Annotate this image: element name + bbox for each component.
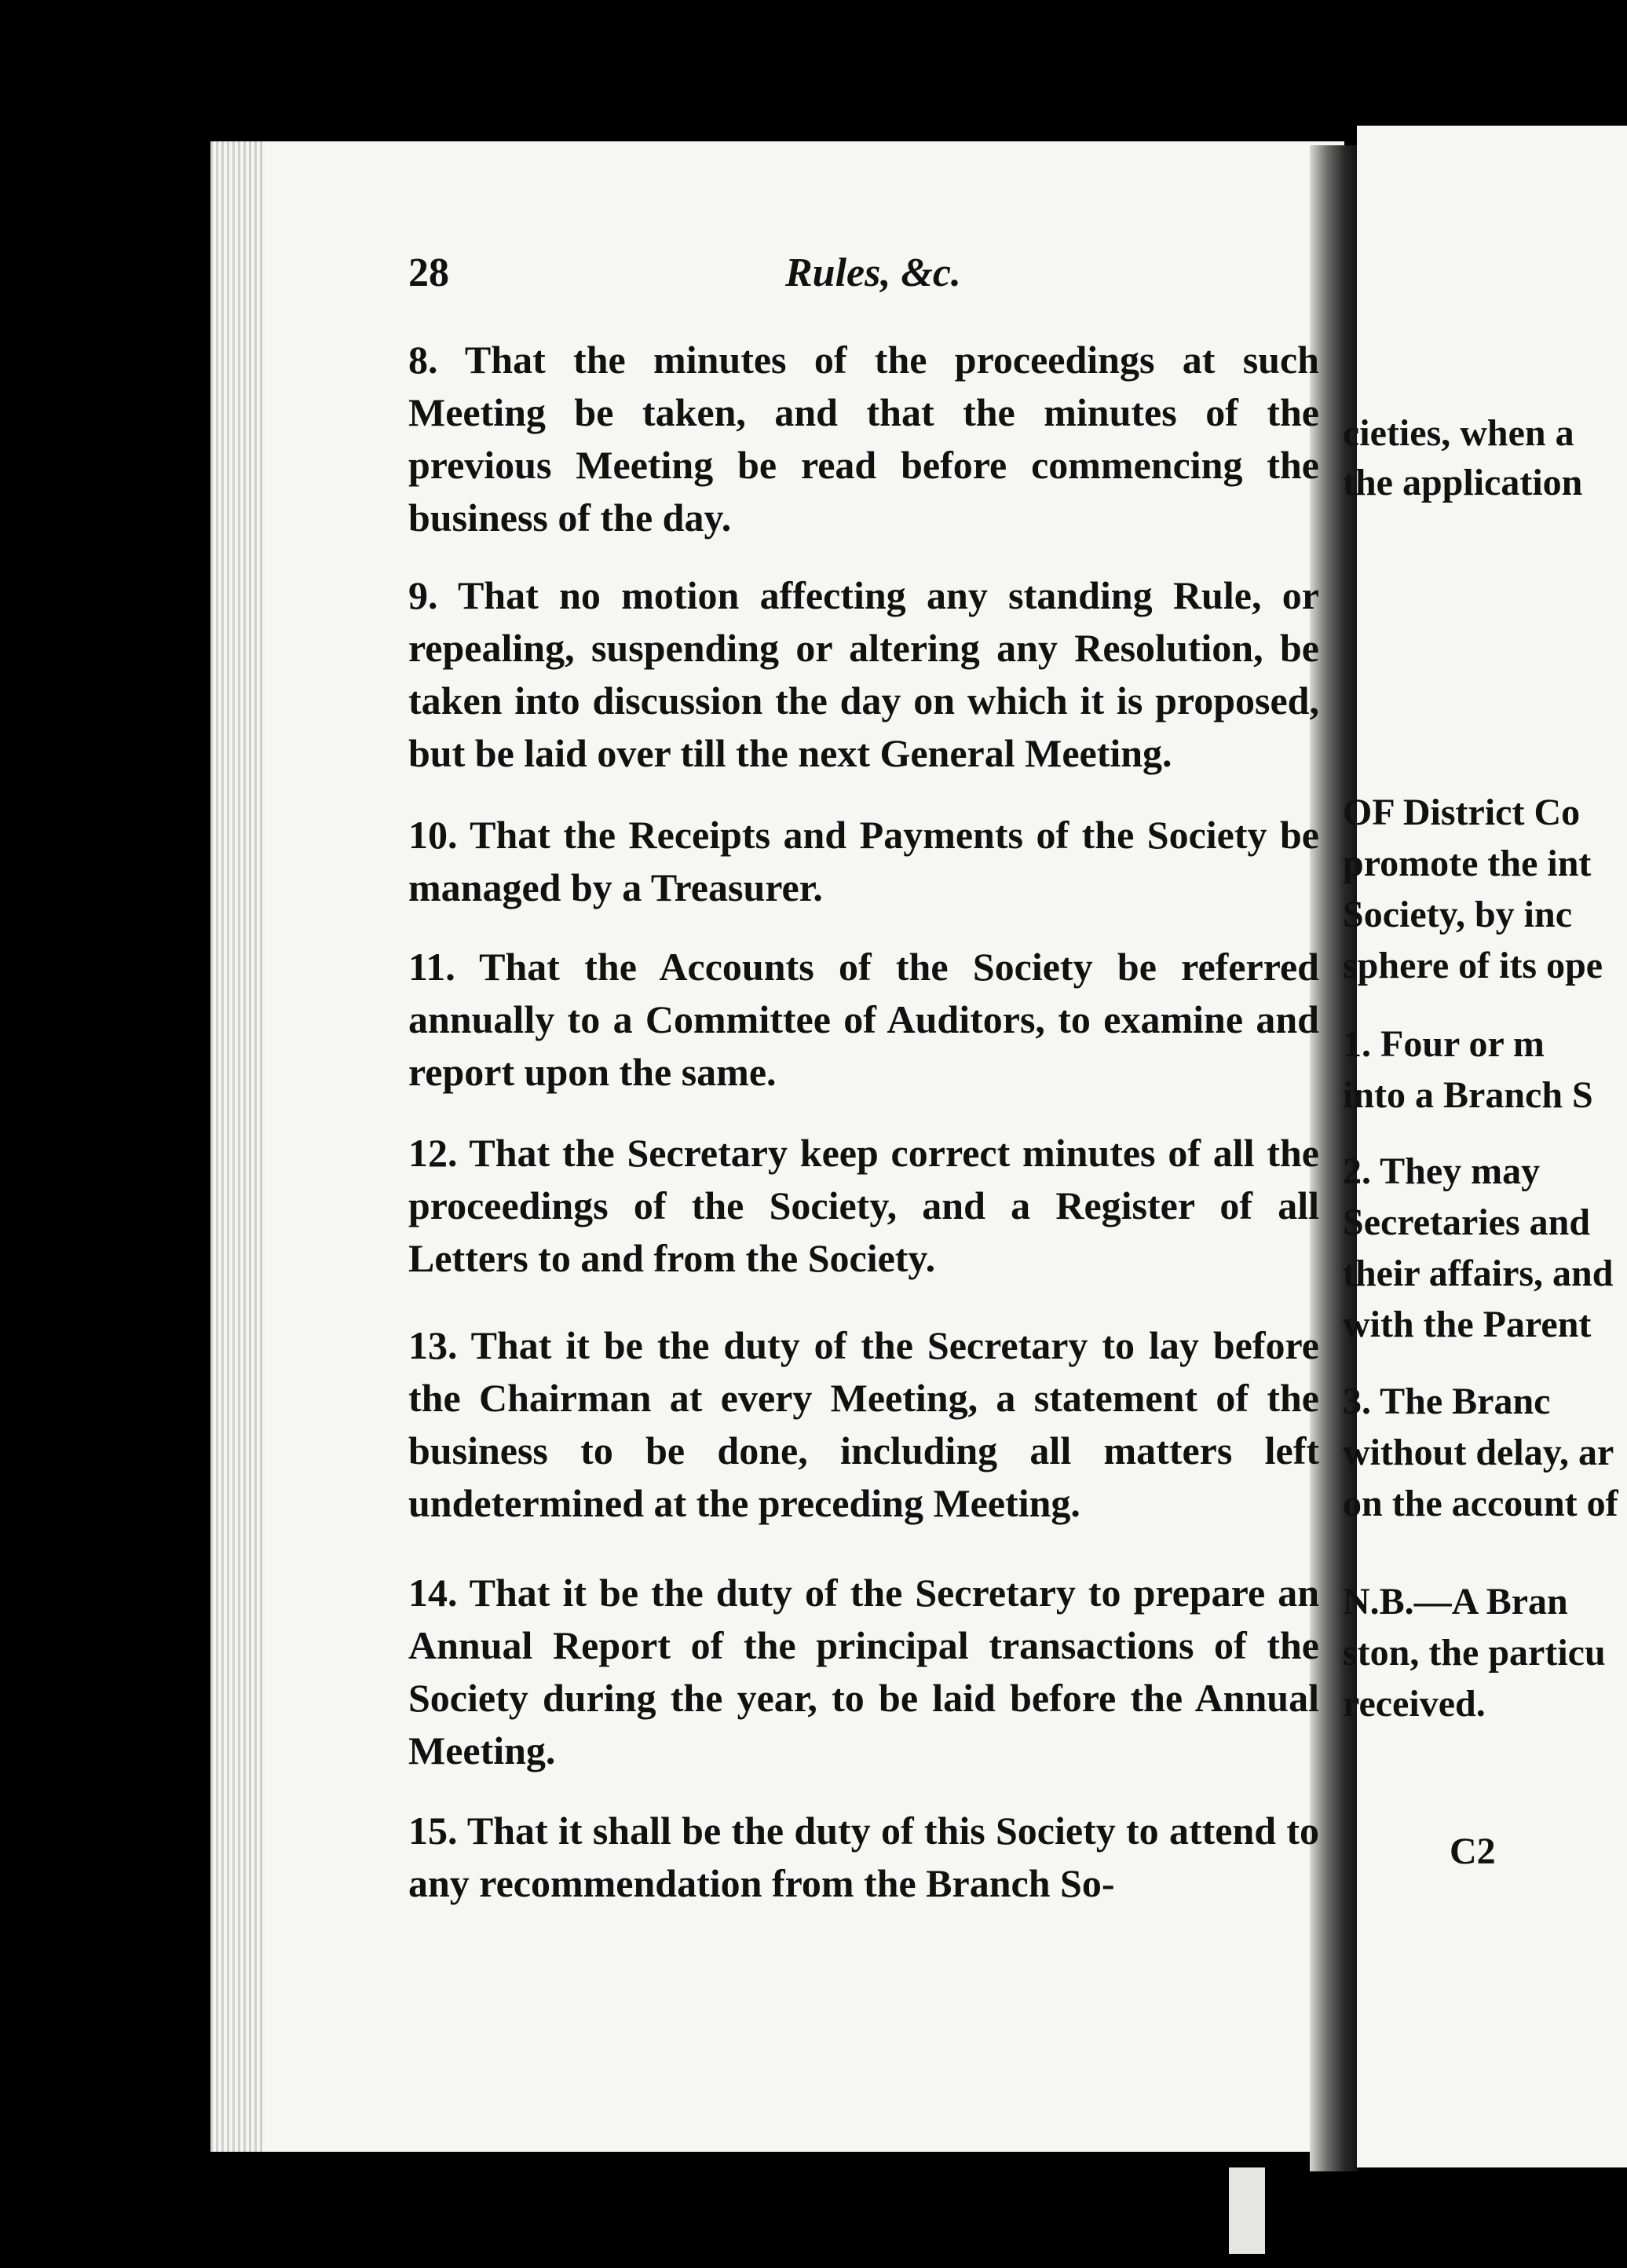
right-line: 1. Four or m [1343, 1023, 1545, 1065]
rule-10: 10. That the Receipts and Payments of the Society be managed by a Treasurer. [408, 813, 1319, 909]
rule-11: 11. That the Accounts of the Society be referred annually to a Committee of Auditors, to examine and report upon the same. [408, 945, 1319, 1094]
page-number: 28 [408, 251, 449, 295]
rule-12: 12. That the Secretary keep correct minutes of all the proceedings of the Society, and a Register of all Letters to and from the Society. [408, 1131, 1319, 1280]
right-line: sphere of its ope [1343, 945, 1603, 986]
right-line: with the Parent [1343, 1304, 1592, 1345]
right-line: promote the int [1343, 843, 1592, 884]
page-header [408, 250, 1303, 313]
signature-mark: C2 [1450, 1831, 1496, 1872]
right-line: their affairs, and [1343, 1253, 1614, 1294]
right-line: 2. They may [1343, 1150, 1541, 1192]
rule-8: 8. That the minutes of the proceedings at such Meeting be taken, and that the minutes of the previous Meeting be read before commencing the business of the day. [408, 338, 1319, 540]
right-line: on the account of [1343, 1483, 1618, 1524]
right-line: ston, the particu [1343, 1632, 1606, 1674]
page-tab [1229, 2167, 1265, 2254]
right-line: cieties, when a [1343, 412, 1574, 454]
right-line: 3. The Branc [1343, 1381, 1551, 1422]
right-line: Secretaries and [1343, 1202, 1591, 1243]
page-edges [210, 141, 265, 2152]
right-line: without delay, ar [1343, 1432, 1614, 1473]
right-line: the application [1343, 462, 1583, 503]
right-line: N.B.—A Bran [1343, 1581, 1568, 1622]
right-line: into a Branch S [1343, 1074, 1593, 1116]
rule-9: 9. That no motion affecting any standing Rule, or repealing, suspending or altering any Resolution, be taken into discussion the day on which it is proposed, but be laid over till the next General Meeting. [408, 573, 1319, 775]
right-line: OF District Co [1343, 792, 1581, 833]
right-line: received. [1343, 1683, 1486, 1725]
running-head: Rules, &c. [785, 251, 961, 295]
rule-15: 15. That it shall be the duty of this Society to attend to any recommendation from the Branch So- [408, 1809, 1319, 1905]
rule-13: 13. That it be the duty of the Secretary to lay before the Chairman at every Meeting, a statement of the business to be done, including all matters left undetermined at the preceding Meeting. [408, 1323, 1319, 1525]
rule-14: 14. That it be the duty of the Secretary to prepare an Annual Report of the principal transactions of the Society during the year, to be laid before the Annual Meeting. [408, 1571, 1319, 1772]
right-line: Society, by inc [1343, 894, 1573, 935]
